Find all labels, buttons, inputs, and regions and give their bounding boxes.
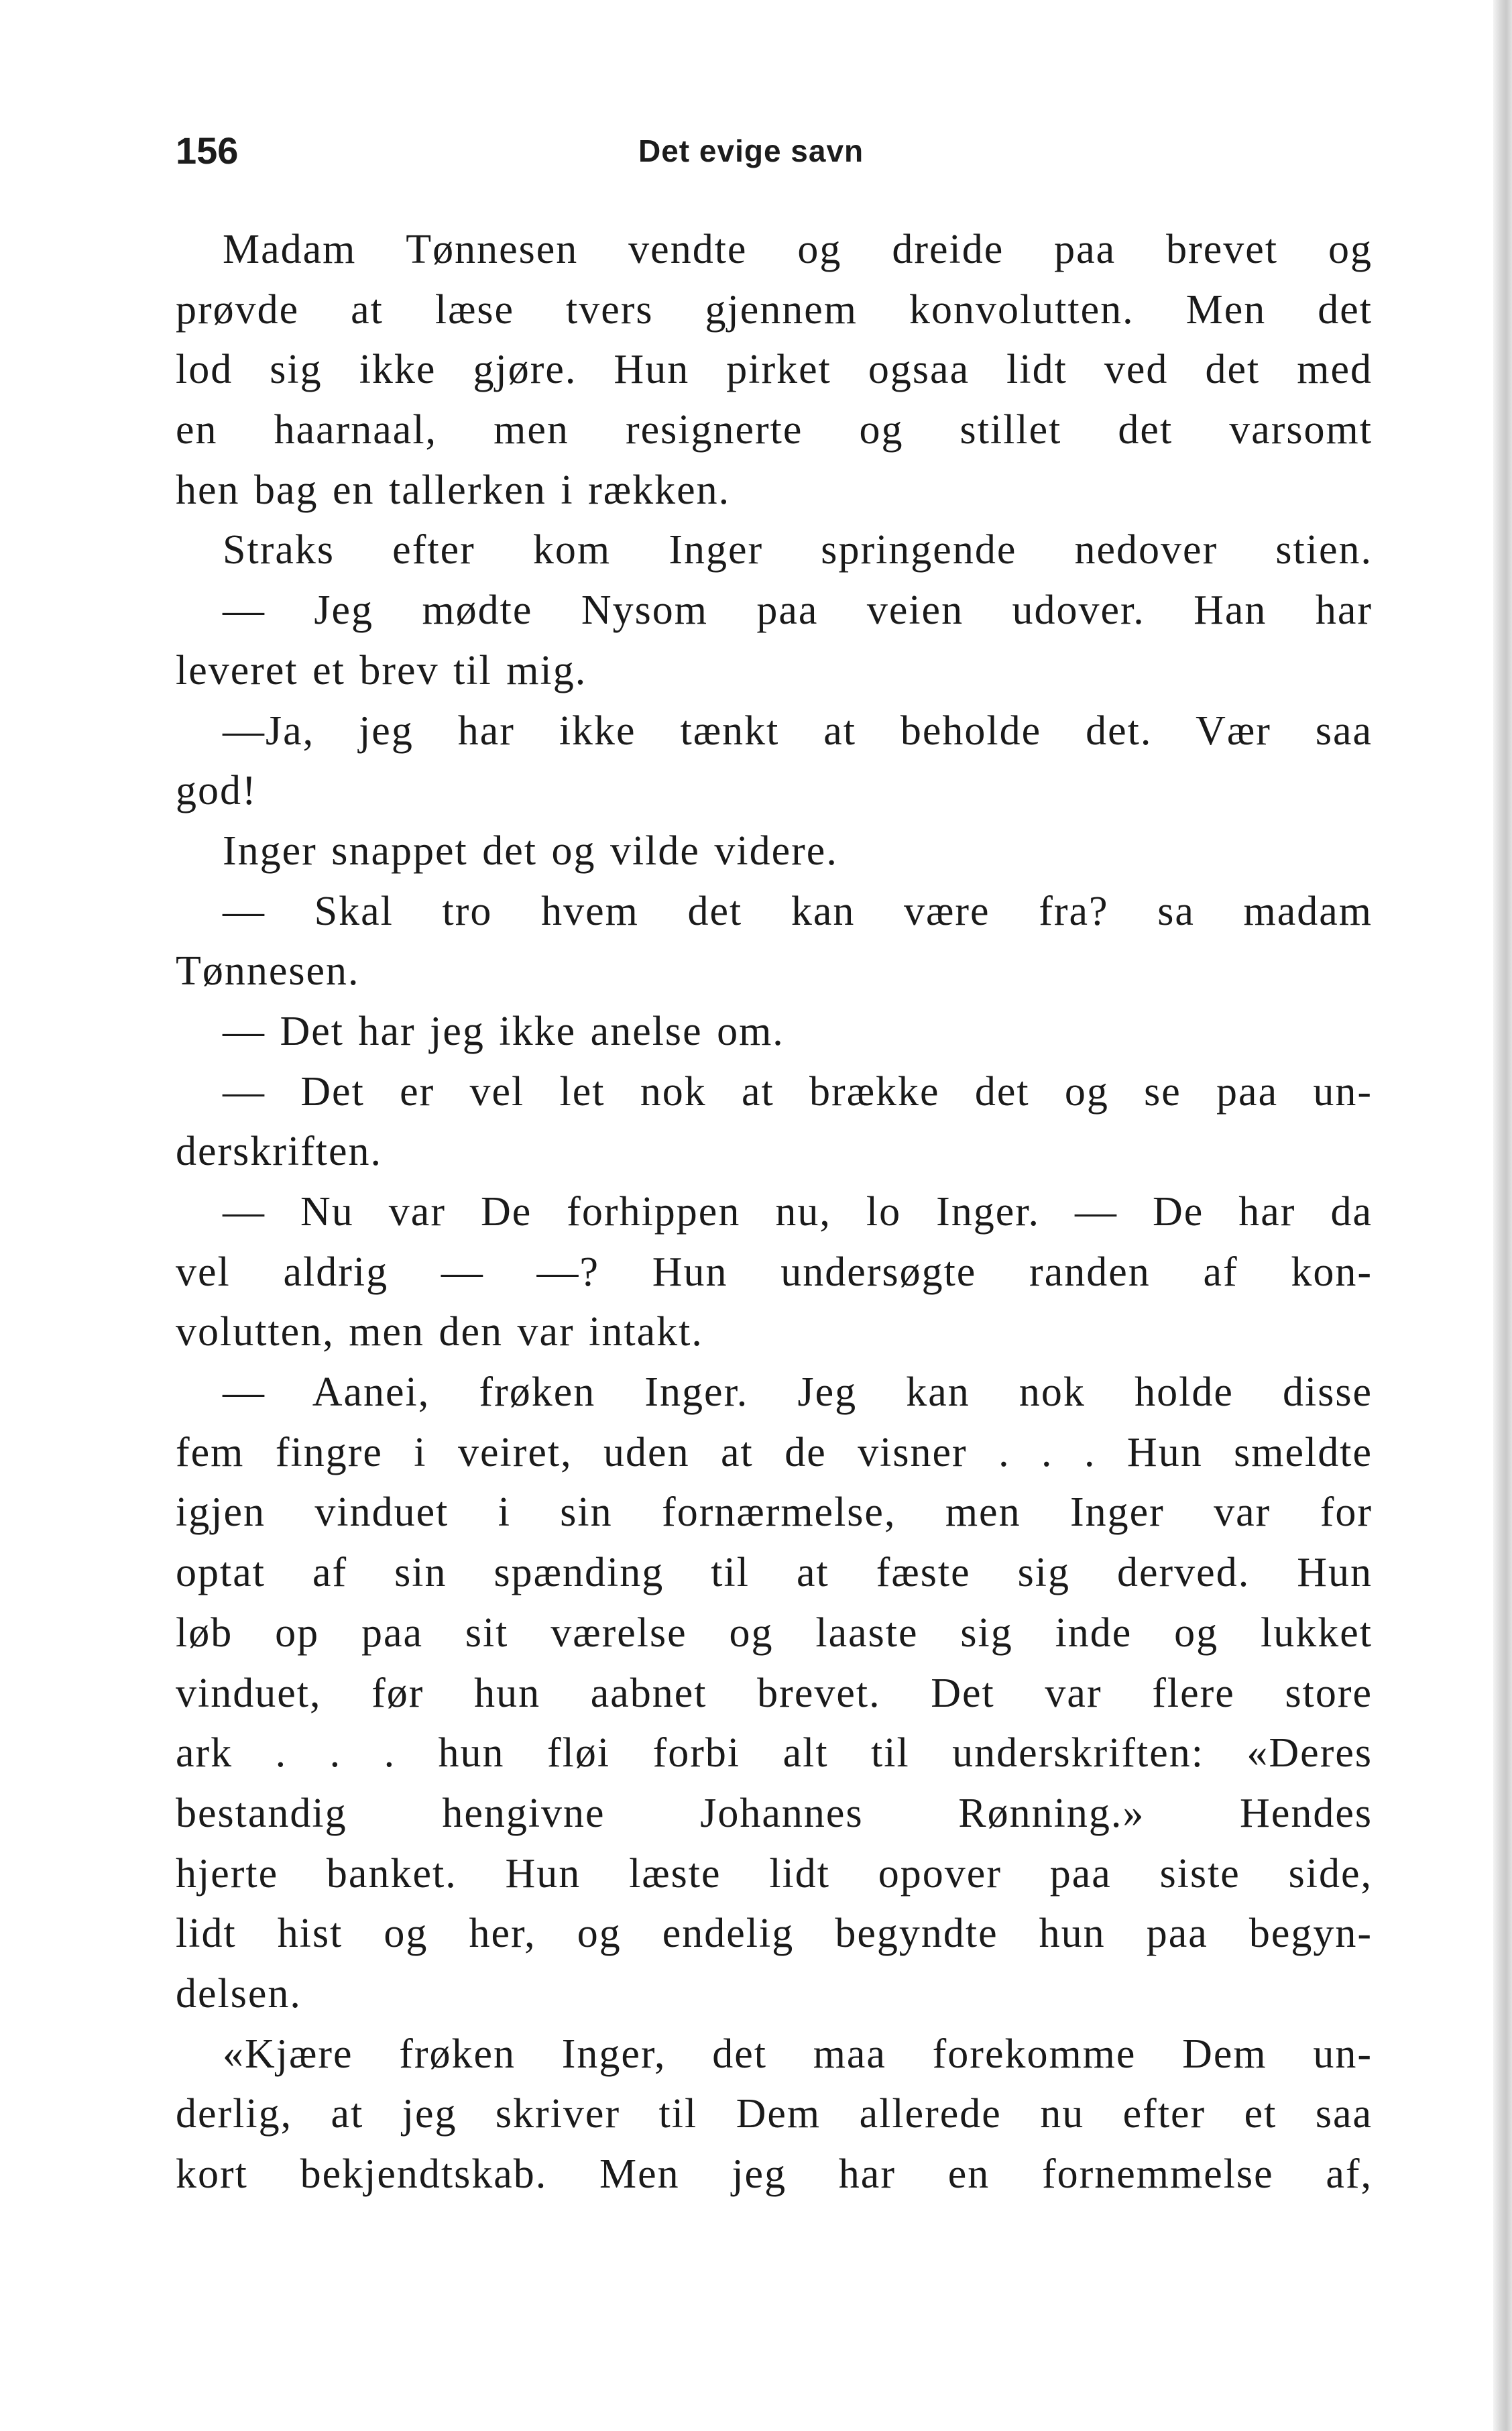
text-line: — Jeg mødte Nysom paa veien udover. Han har	[223, 587, 1373, 634]
text-line: «Kjære frøken Inger, det maa forekomme Dem un-	[223, 2031, 1373, 2077]
page-number: 156	[176, 129, 239, 172]
text-line: vinduet, før hun aabnet brevet. Det var flere store	[176, 1670, 1373, 1716]
text-line: —Ja, jeg har ikke tænkt at beholde det. Vær saa	[223, 708, 1373, 754]
text-line: lod sig ikke gjøre. Hun pirket ogsaa lidt ved det med	[176, 347, 1373, 393]
text-line: derskriften.	[176, 1129, 383, 1175]
text-line: fem fingre i veiret, uden at de visner . . . Hun smeldte	[176, 1429, 1373, 1475]
text-line: ark . . . hun fløi forbi alt til underskriften: «Deres	[176, 1730, 1373, 1776]
page-header	[176, 124, 1373, 178]
text-line: kort bekjendtskab. Men jeg har en fornemmelse af,	[176, 2151, 1373, 2197]
text-line: — Nu var De forhippen nu, lo Inger. — De har da	[223, 1189, 1373, 1235]
text-line: — Aanei, frøken Inger. Jeg kan nok holde disse	[223, 1369, 1373, 1416]
text-line: Straks efter kom Inger springende nedover stien.	[223, 527, 1373, 573]
text-line: — Det er vel let nok at brække det og se paa un-	[223, 1068, 1373, 1115]
text-line: Tønnesen.	[176, 948, 360, 995]
text-line: en haarnaal, men resignerte og stillet det varsomt	[176, 407, 1373, 453]
text-line: Madam Tønnesen vendte og dreide paa brevet og	[223, 227, 1373, 272]
text-line: Inger snappet det og vilde videre.	[223, 828, 838, 874]
text-line: volutten, men den var intakt.	[176, 1309, 703, 1355]
text-line: optat af sin spænding til at fæste sig derved. Hun	[176, 1550, 1373, 1596]
text-line: hen bag en tallerken i rækken.	[176, 467, 731, 513]
running-title: Det evige savn	[638, 133, 864, 168]
text-line: igjen vinduet i sin fornærmelse, men Inger var for	[176, 1489, 1373, 1536]
text-line: prøvde at læse tvers gjennem konvolutten. Men det	[176, 286, 1373, 333]
text-line: bestandig hengivne Johannes Rønning.» Hendes	[176, 1790, 1373, 1836]
text-line: derlig, at jeg skriver til Dem allerede nu efter et saa	[176, 2091, 1373, 2137]
text-line: løb op paa sit værelse og laaste sig inde og lukket	[176, 1609, 1373, 1656]
text-line: leveret et brev til mig.	[176, 647, 587, 693]
text-line: vel aldrig — —? Hun undersøgte randen af kon-	[176, 1249, 1373, 1295]
text-line: god!	[176, 768, 257, 814]
text-line: hjerte banket. Hun læste lidt opover paa siste side,	[176, 1850, 1373, 1897]
text-line: — Skal tro hvem det kan være fra? sa madam	[223, 888, 1373, 934]
text-line: — Det har jeg ikke anelse om.	[223, 1008, 784, 1054]
text-line: delsen.	[176, 1970, 302, 2017]
page-edge-shadow	[1493, 0, 1512, 2431]
text-line: lidt hist og her, og endelig begyndte hun paa begyn-	[176, 1911, 1373, 1957]
body-text	[176, 220, 1373, 2205]
